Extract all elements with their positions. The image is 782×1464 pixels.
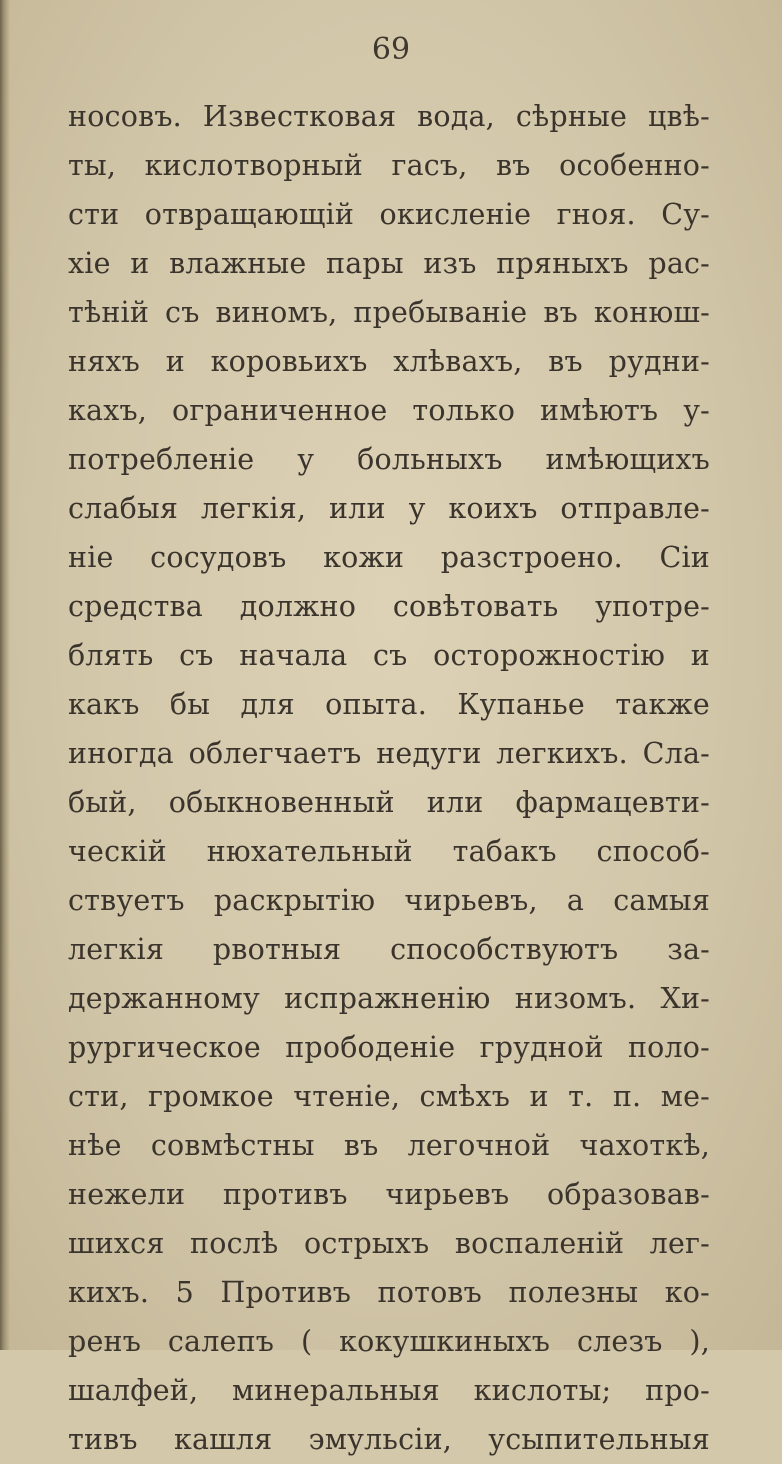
text-line: ствуетъ раскрытiю чирьевъ, а самыя — [68, 884, 710, 917]
text-line: слабыя легкiя, или у коихъ отправле- — [68, 492, 710, 525]
text-line: носовъ. Известковая вода, сѣрные цвѣ- — [68, 100, 710, 133]
text-line: сти, громкое чтенiе, смѣхъ и т. п. ме- — [68, 1080, 710, 1113]
text-line: ты, кислотворный гасъ, въ особенно- — [68, 149, 710, 182]
page-number: 69 — [371, 32, 411, 67]
text-line: няхъ и коровьихъ хлѣвахъ, въ рудни- — [68, 345, 710, 378]
text-line: потребленiе у больныхъ имѣющихъ — [68, 443, 710, 476]
text-line: держанному испражненiю низомъ. Хи- — [68, 982, 710, 1015]
text-line: шихся послѣ острыхъ воспаленiй лег- — [68, 1227, 710, 1260]
text-line: кихъ. 5 Противъ потовъ полезны ко- — [68, 1276, 710, 1309]
text-line: бый, обыкновенный или фармацевти- — [68, 786, 710, 819]
text-line: средства должно совѣтовать употре- — [68, 590, 710, 623]
text-line: нiе сосудовъ кожи разстроено. Сiи — [68, 541, 710, 574]
text-line: иногда облегчаетъ недуги легкихъ. Сла- — [68, 737, 710, 770]
binding-shadow — [0, 0, 10, 1350]
text-line: тивъ кашля эмульсiи, усыпительныя — [68, 1423, 710, 1456]
text-line: ческiй нюхательный табакъ способ- — [68, 835, 710, 868]
text-line: хiе и влажные пары изъ пряныхъ рас- — [68, 247, 710, 280]
text-line: кахъ, ограниченное только имѣютъ у- — [68, 394, 710, 427]
text-line: сти отвращающiй окисленiе гноя. Су- — [68, 198, 710, 231]
text-line: блять съ начала съ осторожностiю и — [68, 639, 710, 672]
text-line: тѣнiй съ виномъ, пребыванiе въ конюш- — [68, 296, 710, 329]
text-line: нѣе совмѣстны въ легочной чахоткѣ, — [68, 1129, 710, 1162]
text-line: рургическое прободенiе грудной поло- — [68, 1031, 710, 1064]
text-line: шалфей, минеральныя кислоты; про- — [68, 1374, 710, 1407]
text-line: легкiя рвотныя способствуютъ за- — [68, 933, 710, 966]
text-line: нежели противъ чирьевъ образовав- — [68, 1178, 710, 1211]
text-line: какъ бы для опыта. Купанье также — [68, 688, 710, 721]
body-text — [68, 92, 710, 1464]
text-line: ренъ салепъ ( кокушкиныхъ слезъ ), — [68, 1325, 710, 1358]
